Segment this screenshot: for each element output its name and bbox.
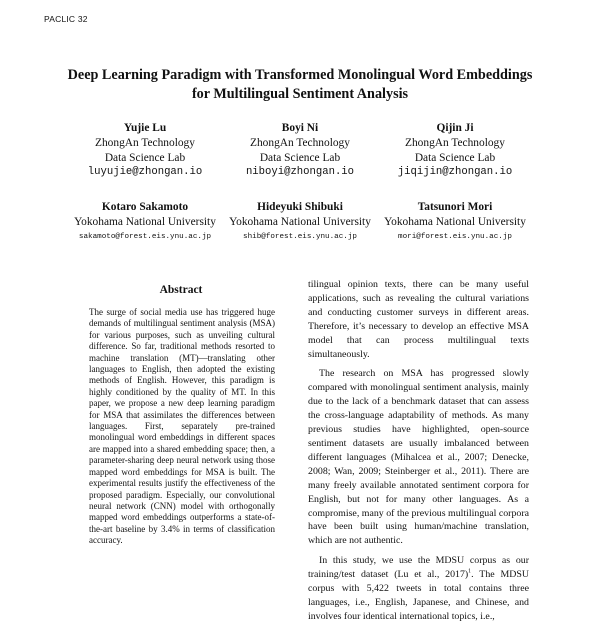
author-email[interactable]: sakamoto@forest.eis.ynu.ac.jp bbox=[78, 232, 212, 241]
body-paragraph: tilingual opinion texts, there can be many useful applications, such as revealing the cultural variations and conducting customer surveys in different areas. Therefore, it’s necessary to develop an effective MSA model that can process multilingual texts simultaneously. bbox=[308, 279, 529, 360]
paragraph-text: . The MDSU corpus with 5,422 tweets in total contains three languages, i.e., English, Japanese, and Chinese, and involves four identical international topics, i.e., bbox=[308, 569, 529, 622]
author-name: Kotaro Sakamoto bbox=[101, 201, 189, 213]
paper-title: Deep Learning Paradigm with Transformed Monolingual Word Embeddings for Multilingual Sentiment Analysis bbox=[67, 67, 533, 102]
author-block bbox=[370, 121, 540, 180]
author-affiliation: ZhongAn Technology bbox=[250, 136, 350, 149]
author-name: Tatsunori Mori bbox=[417, 201, 493, 213]
body-paragraph: The research on MSA has progressed slowly compared with monolingual sentiment analysis, mainly due to the lack of a benchmark dataset that can assess the cross-language adaptability of methods. As many previous studies have highlighted, open-source sentiment datasets are usually imbalanced between different languages (Mihalcea et al., 2007; Denecke, 2008; Wan, 2009; Steinberger et al., 2011). There are many freely available annotated sentiment corpora for English, but not for many other languages. As a compromise, many of the previous multilingual corpora have been built using human/machine translation, which are not authentic. bbox=[308, 368, 529, 547]
author-affiliation: ZhongAn Technology bbox=[95, 136, 195, 149]
author-block bbox=[60, 200, 230, 244]
paragraph-text: In this study, we use the MDSU corpus as our training/test dataset (Lu et al., 2017) bbox=[308, 555, 529, 581]
author-affiliation: Data Science Lab bbox=[414, 151, 496, 164]
abstract-text: The surge of social media use has triggered huge demands of multilingual sentiment analysis (MSA) for various purposes, such as unveiling cultural difference. So far, traditional methods resorted to machine translation (MT)—translating other languages to English, then adopted the existing methods of English. However, this paradigm is highly conditioned by the quality of MT. In this paper, we propose a new deep learning paradigm for MSA that assimilates the differences between languages. First, separately pre-trained monolingual word embeddings in different spaces are mapped into a shared embedding space; then, a parameter-sharing deep neural network using those mapped word embeddings for MSA is built. The experimental results justify the effectiveness of the proposed paradigm. Especially, our convolutional neural network (CNN) model with orthogonally mapped word embeddings outperforms a state-of-the-art baseline by 3.4% in terms of classification accuracy. bbox=[89, 307, 275, 546]
footnote-marker[interactable]: 1 bbox=[468, 568, 472, 575]
author-name: Hideyuki Shibuki bbox=[257, 201, 343, 213]
author-block bbox=[370, 200, 540, 244]
author-email[interactable]: jiqijin@zhongan.io bbox=[397, 166, 513, 179]
venue-tag: PACLIC 32 bbox=[44, 14, 88, 24]
author-name: Qijin Ji bbox=[436, 122, 474, 134]
author-name: Boyi Ni bbox=[281, 122, 319, 134]
author-email[interactable]: luyujie@zhongan.io bbox=[87, 166, 203, 179]
author-block bbox=[215, 200, 385, 244]
author-email[interactable]: mori@forest.eis.ynu.ac.jp bbox=[398, 232, 512, 241]
author-affiliation: Yokohama National University bbox=[74, 215, 216, 228]
author-email[interactable]: niboyi@zhongan.io bbox=[245, 166, 355, 179]
author-block bbox=[215, 121, 385, 180]
author-affiliation: Data Science Lab bbox=[259, 151, 341, 164]
author-block bbox=[60, 121, 230, 180]
abstract-heading: Abstract bbox=[159, 284, 203, 296]
body-column bbox=[308, 278, 529, 624]
author-name: Yujie Lu bbox=[123, 122, 167, 134]
author-affiliation: ZhongAn Technology bbox=[405, 136, 505, 149]
author-email[interactable]: shib@forest.eis.ynu.ac.jp bbox=[243, 232, 357, 241]
author-affiliation: Data Science Lab bbox=[104, 151, 186, 164]
author-affiliation: Yokohama National University bbox=[229, 215, 371, 228]
author-affiliation: Yokohama National University bbox=[384, 215, 526, 228]
body-paragraph bbox=[308, 554, 529, 624]
